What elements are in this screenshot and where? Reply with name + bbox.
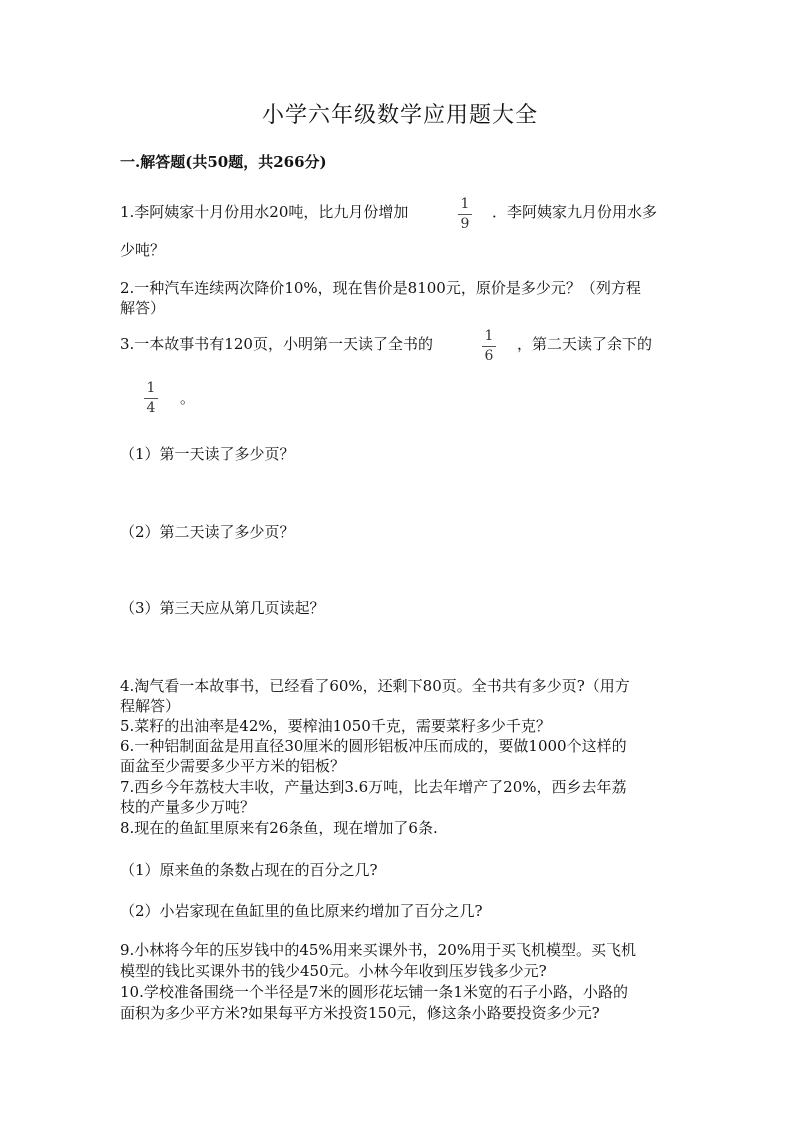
question-4-line-2: 程解答） — [120, 697, 181, 715]
question-10-line-2: 面积为多少平方米?如果每平方米投资150元，修这条小路要投资多少元? — [120, 1004, 600, 1022]
fraction-numerator: 1 — [484, 328, 494, 344]
question-8-stem: 8.现在的鱼缸里原来有26条鱼，现在增加了6条. — [120, 819, 438, 837]
question-4-line-1: 4.淘气看一本故事书，已经看了60%，还剩下80页。全书共有多少页?（用方 — [120, 677, 630, 695]
question-2-line-2: 解答） — [120, 299, 166, 317]
question-1-text-c: 少吨？ — [120, 241, 166, 259]
question-8-sub-1: （1）原来鱼的条数占现在的百分之几? — [120, 861, 378, 879]
question-1-fraction — [455, 197, 475, 232]
question-7-line-1: 7.西乡今年荔枝大丰收，产量达到3.6万吨，比去年增产了20%，西乡去年荔 — [120, 778, 627, 796]
fraction-denominator: 4 — [146, 400, 156, 416]
question-8-sub-2: （2）小岩家现在鱼缸里的鱼比原来约增加了百分之几? — [120, 902, 483, 920]
fraction-numerator: 1 — [460, 196, 470, 212]
fraction-bar — [482, 346, 496, 347]
fraction-denominator: 6 — [484, 348, 494, 364]
question-6-line-1: 6.一种铝制面盆是用直径30厘米的圆形铝板冲压而成的，要做1000个这样的 — [120, 737, 627, 755]
question-5: 5.菜籽的出油率是42%，要榨油1050千克，需要菜籽多少千克？ — [120, 717, 551, 735]
question-3-sub-3: （3）第三天应从第几页读起？ — [120, 599, 325, 617]
fraction-bar — [144, 398, 158, 399]
question-3-fraction-1 — [479, 329, 499, 364]
section-heading: 一.解答题(共50题，共266分) — [120, 153, 327, 171]
question-6-line-2: 面盆至少需要多少平方米的铝板？ — [120, 757, 346, 775]
question-3-sub-2: （2）第二天读了多少页？ — [120, 523, 295, 541]
question-9-line-1: 9.小林将今年的压岁钱中的45%用来买课外书，20%用于买飞机模型。买飞机 — [120, 941, 636, 959]
fraction-bar — [458, 214, 472, 215]
question-2-line-1: 2.一种汽车连续两次降价10%，现在售价是8100元，原价是多少元？（列方程 — [120, 279, 641, 297]
question-3-text-a: 3.一本故事书有120页，小明第一天读了全书的 — [120, 335, 433, 353]
fraction-numerator: 1 — [146, 380, 156, 396]
question-7-line-2: 枝的产量多少万吨？ — [120, 798, 256, 816]
question-9-line-2: 模型的钱比买课外书的钱少450元。小林今年收到压岁钱多少元? — [120, 962, 547, 980]
question-1-text-b: ．李阿姨家九月份用水多 — [492, 203, 658, 221]
question-3-sub-1: （1）第一天读了多少页？ — [120, 445, 295, 463]
question-3-text-b: ，第二天读了余下的 — [517, 335, 653, 353]
page-title: 小学六年级数学应用题大全 — [261, 103, 538, 128]
question-3-fraction-2 — [141, 381, 161, 416]
question-3-text-c: 。 — [180, 389, 196, 407]
question-10-line-1: 10.学校准备围绕一个半径是7米的圆形花坛铺一条1米宽的石子小路，小路的 — [120, 983, 628, 1001]
question-1-text-a: 1.李阿姨家十月份用水20吨，比九月份增加 — [120, 203, 409, 221]
fraction-denominator: 9 — [460, 216, 470, 232]
